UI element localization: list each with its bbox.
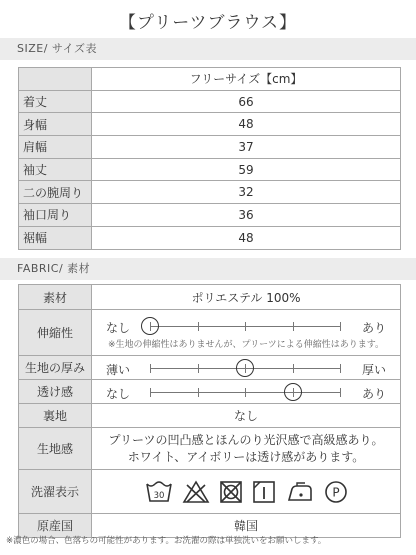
row-label: 袖丈 <box>19 158 92 181</box>
dry-clean-letter: P <box>331 485 340 499</box>
scale-tick <box>150 388 151 397</box>
row-value: 37 <box>92 136 401 159</box>
lining-value: なし <box>92 404 401 428</box>
table-row <box>19 90 401 113</box>
line-dry-icon <box>252 480 276 504</box>
fabric-section-header: FABRIC/ 素材 <box>0 258 416 280</box>
table-row <box>19 181 401 204</box>
row-value: 48 <box>92 226 401 249</box>
texture-line-1: プリーツの凹凸感とほんのり光沢感で高級感あり。 <box>108 432 384 447</box>
row-value: 48 <box>92 113 401 136</box>
dry-clean-p-icon <box>324 480 348 504</box>
row-label: 生地の厚み <box>19 356 92 380</box>
row-label: 素材 <box>19 285 92 310</box>
material-value: ポリエステル 100% <box>92 285 401 310</box>
scale-tick <box>198 364 199 373</box>
origin-value: 韓国 <box>92 514 401 538</box>
scale-tick <box>340 364 341 373</box>
stretch-cell <box>92 310 401 356</box>
scale-high-label: あり <box>361 321 386 335</box>
scale-tick <box>245 388 246 397</box>
stretch-note: ※生地の伸縮性はありませんが、プリーツによる伸縮性はあります。 <box>107 340 385 350</box>
row-label: 肩幅 <box>19 136 92 159</box>
scale-high-label: あり <box>361 386 386 401</box>
no-bleach-icon <box>182 480 210 504</box>
row-label: 裾幅 <box>19 226 92 249</box>
scale-low-label: 薄い <box>106 362 131 377</box>
care-icons <box>92 480 400 504</box>
sheer-scale <box>92 381 400 403</box>
scale-tick <box>198 388 199 397</box>
row-value: 32 <box>92 181 401 204</box>
row-label: 袖口周り <box>19 204 92 227</box>
row-label: 伸縮性 <box>19 310 92 356</box>
row-label: 透け感 <box>19 380 92 404</box>
table-row <box>19 158 401 181</box>
row-label: 身幅 <box>19 113 92 136</box>
table-row <box>19 404 401 428</box>
scale-tick <box>198 322 199 331</box>
scale-high-label: 厚い <box>361 362 386 377</box>
size-section-header: SIZE/ サイズ表 <box>0 38 416 60</box>
row-value: 36 <box>92 204 401 227</box>
size-table-corner <box>19 68 92 91</box>
scale-tick <box>293 364 294 373</box>
row-label: 二の腕周り <box>19 181 92 204</box>
wash-temp: 30 <box>153 490 164 501</box>
scale-tick <box>340 388 341 397</box>
table-row <box>19 380 401 404</box>
row-label: 洗濯表示 <box>19 470 92 514</box>
texture-cell <box>92 428 401 470</box>
no-tumble-dry-icon <box>219 480 243 504</box>
stretch-scale <box>92 315 400 337</box>
scale-selection-marker <box>141 317 159 335</box>
thickness-scale <box>92 357 400 379</box>
size-table <box>18 67 401 250</box>
texture-line-2: ホワイト、アイボリーは透け感があります。 <box>127 449 365 464</box>
table-row <box>19 356 401 380</box>
iron-low-icon <box>285 480 315 504</box>
table-row <box>19 470 401 514</box>
table-row <box>19 428 401 470</box>
size-table-header: フリーサイズ【cm】 <box>92 68 401 91</box>
scale-tick <box>150 364 151 373</box>
scale-selection-marker <box>236 359 254 377</box>
row-label: 原産国 <box>19 514 92 538</box>
fabric-table <box>18 284 401 538</box>
care-cell <box>92 470 401 514</box>
footnote: ※濃色の場合、色落ちの可能性があります。お洗濯の際は単独洗いをお願いします。 <box>6 536 327 546</box>
scale-low-label: なし <box>106 321 131 335</box>
scale-low-label: なし <box>106 386 131 401</box>
table-row <box>19 113 401 136</box>
table-row <box>19 204 401 227</box>
row-label: 裏地 <box>19 404 92 428</box>
scale-tick <box>293 322 294 331</box>
scale-selection-marker <box>284 383 302 401</box>
table-row <box>19 226 401 249</box>
scale-tick <box>245 322 246 331</box>
row-label: 着丈 <box>19 90 92 113</box>
thickness-cell <box>92 356 401 380</box>
table-row <box>19 285 401 310</box>
row-value: 66 <box>92 90 401 113</box>
page-title: 【プリーツブラウス】 <box>118 13 298 33</box>
wash-30-icon <box>145 480 173 504</box>
row-label: 生地感 <box>19 428 92 470</box>
sheer-cell <box>92 380 401 404</box>
size-table-header-row <box>19 68 401 91</box>
scale-tick <box>340 322 341 331</box>
row-value: 59 <box>92 158 401 181</box>
table-row <box>19 136 401 159</box>
table-row <box>19 310 401 356</box>
